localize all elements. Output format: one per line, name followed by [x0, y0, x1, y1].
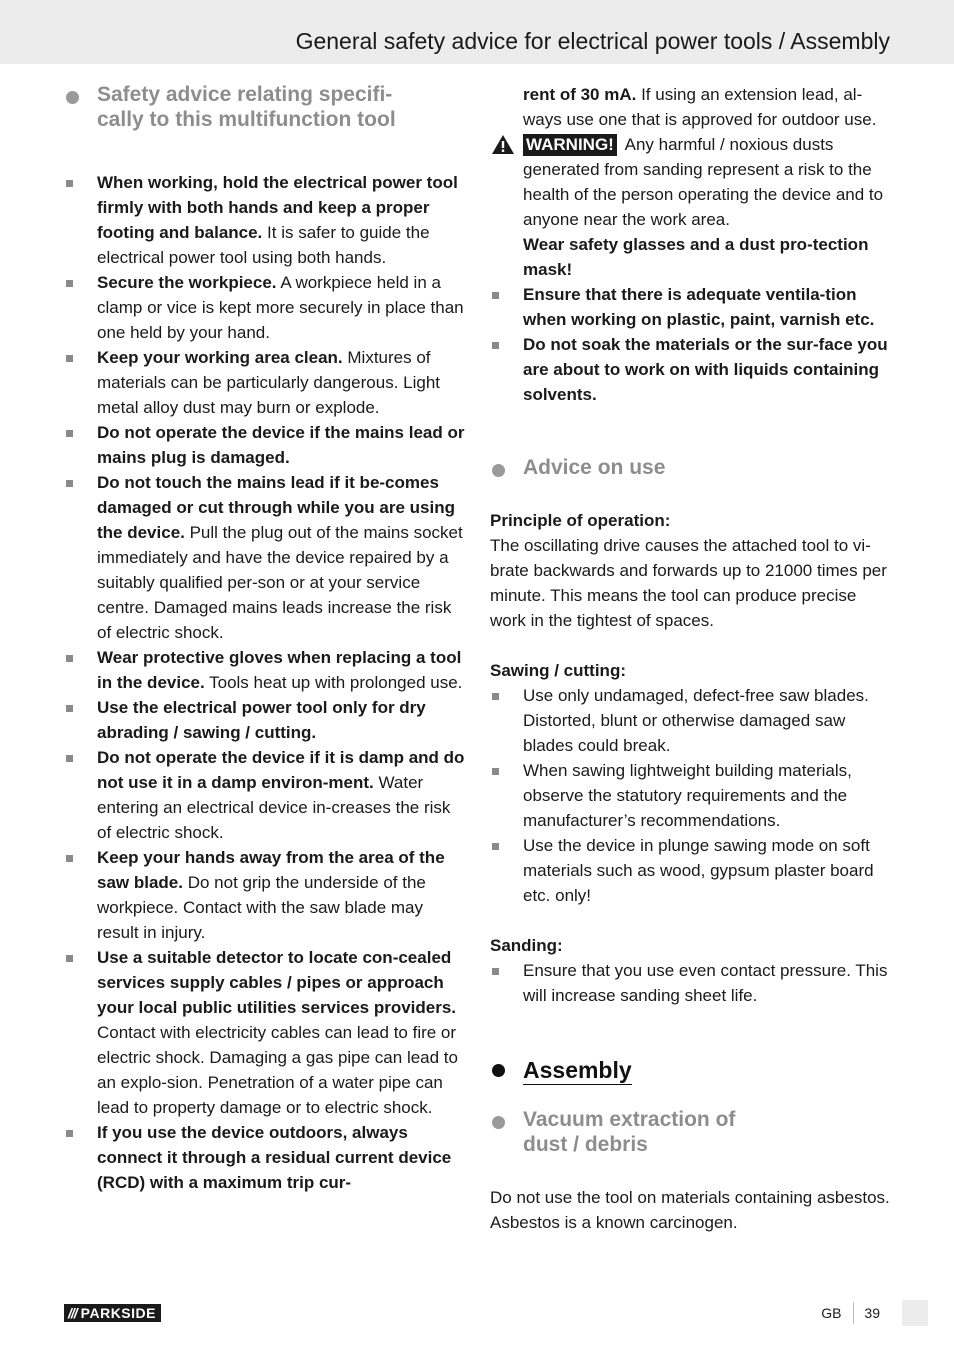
- item-bold: Keep your working area clean.: [97, 348, 343, 367]
- warning-triangle-icon: [490, 132, 523, 157]
- continued-text: If using an extension lead, al-ways use one that is approved for outdoor use.: [523, 85, 877, 129]
- list-item: [64, 420, 468, 470]
- sawing-list: [490, 683, 892, 908]
- language-code: GB: [821, 1305, 842, 1321]
- page-number: 39: [864, 1305, 880, 1321]
- sanding-list: [490, 958, 892, 1008]
- square-bullet-icon: [490, 758, 523, 783]
- page-footer: [821, 1302, 890, 1324]
- square-bullet-icon: [64, 745, 97, 770]
- list-item: [64, 845, 468, 945]
- list-item: [490, 758, 892, 833]
- item-bold: When working, hold the electrical power tool firmly with both hands and keep a proper footing and balance.: [97, 173, 458, 242]
- square-bullet-icon: [490, 282, 523, 307]
- item-bold: Use the electrical power tool only for dry abrading / sawing / cutting.: [97, 698, 426, 742]
- vacuum-text: Do not use the tool on materials containing asbestos. Asbestos is a known carcinogen.: [490, 1188, 890, 1232]
- item-bold: Do not touch the mains lead if it be-comes damaged or cut through while you are using the device.: [97, 473, 455, 542]
- list-item: [64, 695, 468, 745]
- item-text: Water entering an electrical device in-creases the risk of electric shock.: [97, 773, 451, 842]
- continued-bold: rent of 30 mA.: [523, 85, 637, 104]
- item-bold: Use a suitable detector to locate con-cealed services supply cables / pipes or approach your local public utilities services providers.: [97, 948, 457, 1017]
- safety-list: [64, 170, 468, 1195]
- section-heading-assembly: [490, 1056, 892, 1085]
- left-column: [64, 82, 468, 1195]
- list-item: [64, 345, 468, 420]
- square-bullet-icon: [64, 1120, 97, 1145]
- square-bullet-icon: [490, 833, 523, 858]
- square-bullet-icon: [64, 345, 97, 370]
- list-item: [64, 170, 468, 270]
- item-bold: Do not soak the materials or the sur-face you are about to work on with liquids containing solvents.: [523, 335, 888, 404]
- page-tab: [902, 1300, 928, 1326]
- warning-badge: WARNING!: [523, 134, 617, 156]
- item-text: When sawing lightweight building materials, observe the statutory requirements and the manufacturer’s recommendations.: [523, 761, 852, 830]
- right-column: [490, 82, 892, 1235]
- section-title-vacuum: Vacuum extraction of dust / debris: [523, 1108, 736, 1156]
- item-bold: Keep your hands away from the area of the saw blade.: [97, 848, 445, 892]
- parkside-logo: [64, 1304, 161, 1322]
- list-item: [490, 958, 892, 1008]
- section-title-advice: Advice on use: [523, 456, 666, 479]
- list-item: [64, 470, 468, 645]
- list-item: [64, 745, 468, 845]
- item-text: Use the device in plunge sawing mode on soft materials such as wood, gypsum plaster board etc. only!: [523, 836, 874, 905]
- square-bullet-icon: [64, 470, 97, 495]
- item-bold: If you use the device outdoors, always connect it through a residual current device (RCD) with a maximum trip cur-: [97, 1123, 452, 1192]
- warning-block: [490, 132, 892, 282]
- list-item: [490, 332, 892, 407]
- section-heading-safety: [64, 82, 468, 132]
- principle-title: Principle of operation:: [490, 511, 671, 530]
- item-bold: Do not operate the device if the mains lead or mains plug is damaged.: [97, 423, 465, 467]
- page-title: General safety advice for electrical power tools / Assembly: [295, 28, 890, 54]
- ventilation-list: [490, 282, 892, 407]
- square-bullet-icon: [490, 332, 523, 357]
- list-item: [64, 945, 468, 1120]
- warning-text: Any harmful / noxious dusts generated from sanding represent a risk to the health of the person operating the device and to anyone near the work area.: [523, 135, 884, 229]
- item-text: A workpiece held in a clamp or vice is kept more securely in place than one held by your hand.: [97, 273, 464, 342]
- list-item: [490, 683, 892, 758]
- section-heading-vacuum: [490, 1107, 892, 1157]
- item-text: Tools heat up with prolonged use.: [204, 673, 463, 692]
- section-bullet-icon: [492, 464, 505, 477]
- list-item: [490, 282, 892, 332]
- section-heading-advice: [490, 455, 892, 480]
- principle-text: The oscillating drive causes the attached tool to vi-brate backwards and forwards up to 21000 times per minute. This means the tool can produce precise work in the tightest of spaces.: [490, 536, 887, 630]
- item-text: Do not grip the underside of the workpiece. Contact with the saw blade may result in injury.: [97, 873, 426, 942]
- section-title-assembly: Assembly: [523, 1057, 632, 1083]
- item-bold: Do not operate the device if it is damp and do not use it in a damp environ-ment.: [97, 748, 465, 792]
- square-bullet-icon: [64, 170, 97, 195]
- section-bullet-icon: [66, 91, 79, 104]
- sawing-title: Sawing / cutting:: [490, 661, 626, 680]
- item-bold: Wear protective gloves when replacing a tool in the device.: [97, 648, 462, 692]
- square-bullet-icon: [490, 958, 523, 983]
- list-item: [64, 1120, 468, 1195]
- list-item: [64, 645, 468, 695]
- logo-stripes: ///: [68, 1305, 77, 1321]
- item-text: Use only undamaged, defect-free saw blades. Distorted, blunt or otherwise damaged saw blades could break.: [523, 686, 869, 755]
- continued-item: [490, 82, 892, 132]
- item-text: It is safer to guide the electrical power tool using both hands.: [97, 223, 430, 267]
- warning-bold: Wear safety glasses and a dust pro-tection mask!: [523, 235, 869, 279]
- item-text: Contact with electricity cables can lead to fire or electric shock. Damaging a gas pipe can lead to an explo-sion. Penetration of a water pipe can lead to property damage or to electric shock.: [97, 1023, 458, 1117]
- square-bullet-icon: [490, 683, 523, 708]
- logo-brand: PARKSIDE: [80, 1305, 156, 1321]
- sanding-title: Sanding:: [490, 936, 563, 955]
- square-bullet-icon: [64, 645, 97, 670]
- item-bold: Ensure that there is adequate ventila-tion when working on plastic, paint, varnish etc.: [523, 285, 875, 329]
- section-bullet-icon: [492, 1116, 505, 1129]
- item-text: Pull the plug out of the mains socket immediately and have the device repaired by a suitably qualified per-son or at your service centre. Damaged mains leads increase the risk of electric shock.: [97, 523, 463, 642]
- square-bullet-icon: [64, 845, 97, 870]
- section-bullet-icon: [492, 1064, 505, 1077]
- item-text: Mixtures of materials can be particularly dangerous. Light metal alloy dust may burn or explode.: [97, 348, 441, 417]
- square-bullet-icon: [64, 270, 97, 295]
- section-title-safety: Safety advice relating specifi- cally to this multifunction tool: [97, 83, 396, 131]
- square-bullet-icon: [64, 945, 97, 970]
- square-bullet-icon: [64, 695, 97, 720]
- square-bullet-icon: [64, 420, 97, 445]
- item-bold: Secure the workpiece.: [97, 273, 277, 292]
- list-item: [490, 833, 892, 908]
- footer-divider: [853, 1302, 854, 1324]
- list-item: [64, 270, 468, 345]
- item-text: Ensure that you use even contact pressure. This will increase sanding sheet life.: [523, 961, 888, 1005]
